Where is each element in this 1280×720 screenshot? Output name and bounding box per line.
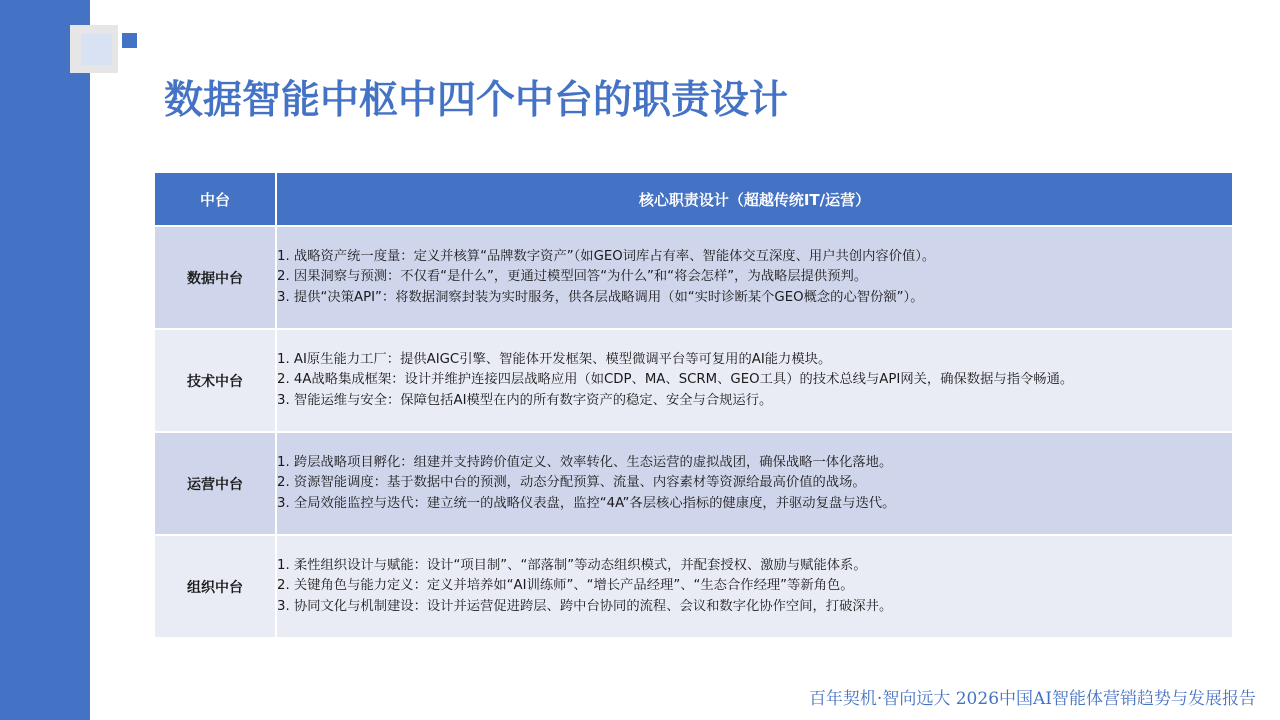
- left-accent-bar: [0, 0, 90, 720]
- duty-item: 1. AI原生能力工厂：提供AIGC引擎、智能体开发框架、模型微调平台等可复用的AI能力模块。: [277, 351, 832, 367]
- duty-item: 2. 关键角色与能力定义：定义并培养如“AI训练师”、“增长产品经理”、“生态合作经理”等新角色。: [277, 578, 854, 594]
- decorative-square-inner: [81, 34, 112, 65]
- row-duties: [276, 226, 1232, 329]
- duty-list: [277, 453, 1232, 515]
- row-duties: [276, 535, 1232, 637]
- duty-list: [277, 350, 1232, 412]
- duty-item: 2. 因果洞察与预测：不仅看“是什么”，更通过模型回答“为什么”和“将会怎样”，为战略层提供预判。: [277, 269, 868, 285]
- duty-item: 2. 资源智能调度：基于数据中台的预测，动态分配预算、流量、内容素材等资源给最高价值的战场。: [277, 475, 866, 491]
- footer-report-title: 百年契机·智向远大 2026中国AI智能体营销趋势与发展报告: [808, 689, 1256, 709]
- table-row: [155, 329, 1232, 432]
- duty-item: 1. 战略资产统一度量：定义并核算“品牌数字资产”（如GEO词库占有率、智能体交互深度、用户共创内容价值）。: [277, 248, 936, 264]
- duties-table: [155, 173, 1232, 637]
- row-name: 数据中台: [155, 226, 276, 329]
- duty-item: 3. 提供“决策API”：将数据洞察封装为实时服务，供各层战略调用（如“实时诊断某个GEO概念的心智份额”）。: [277, 289, 924, 305]
- row-duties: [276, 432, 1232, 535]
- row-name: 组织中台: [155, 535, 276, 637]
- row-duties: [276, 329, 1232, 432]
- duty-item: 3. 智能运维与安全：保障包括AI模型在内的所有数字资产的稳定、安全与合规运行。: [277, 392, 773, 408]
- duty-item: 1. 跨层战略项目孵化：组建并支持跨价值定义、效率转化、生态运营的虚拟战团，确保战略一体化落地。: [277, 454, 893, 470]
- duty-list: [277, 247, 1232, 309]
- decorative-square-small: [122, 33, 137, 48]
- page-title: 数据智能中枢中四个中台的职责设计: [164, 78, 789, 123]
- duty-item: 1. 柔性组织设计与赋能：设计“项目制”、“部落制”等动态组织模式，并配套授权、激励与赋能体系。: [277, 557, 867, 573]
- table-header-row: [155, 173, 1232, 226]
- table-row: [155, 226, 1232, 329]
- duty-list: [277, 556, 1232, 618]
- header-platform: 中台: [155, 173, 276, 226]
- duty-item: 3. 全局效能监控与迭代：建立统一的战略仪表盘，监控“4A”各层核心指标的健康度，并驱动复盘与迭代。: [277, 495, 896, 511]
- header-core-duties: 核心职责设计（超越传统IT/运营）: [276, 173, 1232, 226]
- table-row: [155, 432, 1232, 535]
- row-name: 运营中台: [155, 432, 276, 535]
- duty-item: 3. 协同文化与机制建设：设计并运营促进跨层、跨中台协同的流程、会议和数字化协作空间，打破深井。: [277, 598, 893, 614]
- row-name: 技术中台: [155, 329, 276, 432]
- duty-item: 2. 4A战略集成框架：设计并维护连接四层战略应用（如CDP、MA、SCRM、GEO工具）的技术总线与API网关，确保数据与指令畅通。: [277, 372, 1074, 388]
- table-row: [155, 535, 1232, 637]
